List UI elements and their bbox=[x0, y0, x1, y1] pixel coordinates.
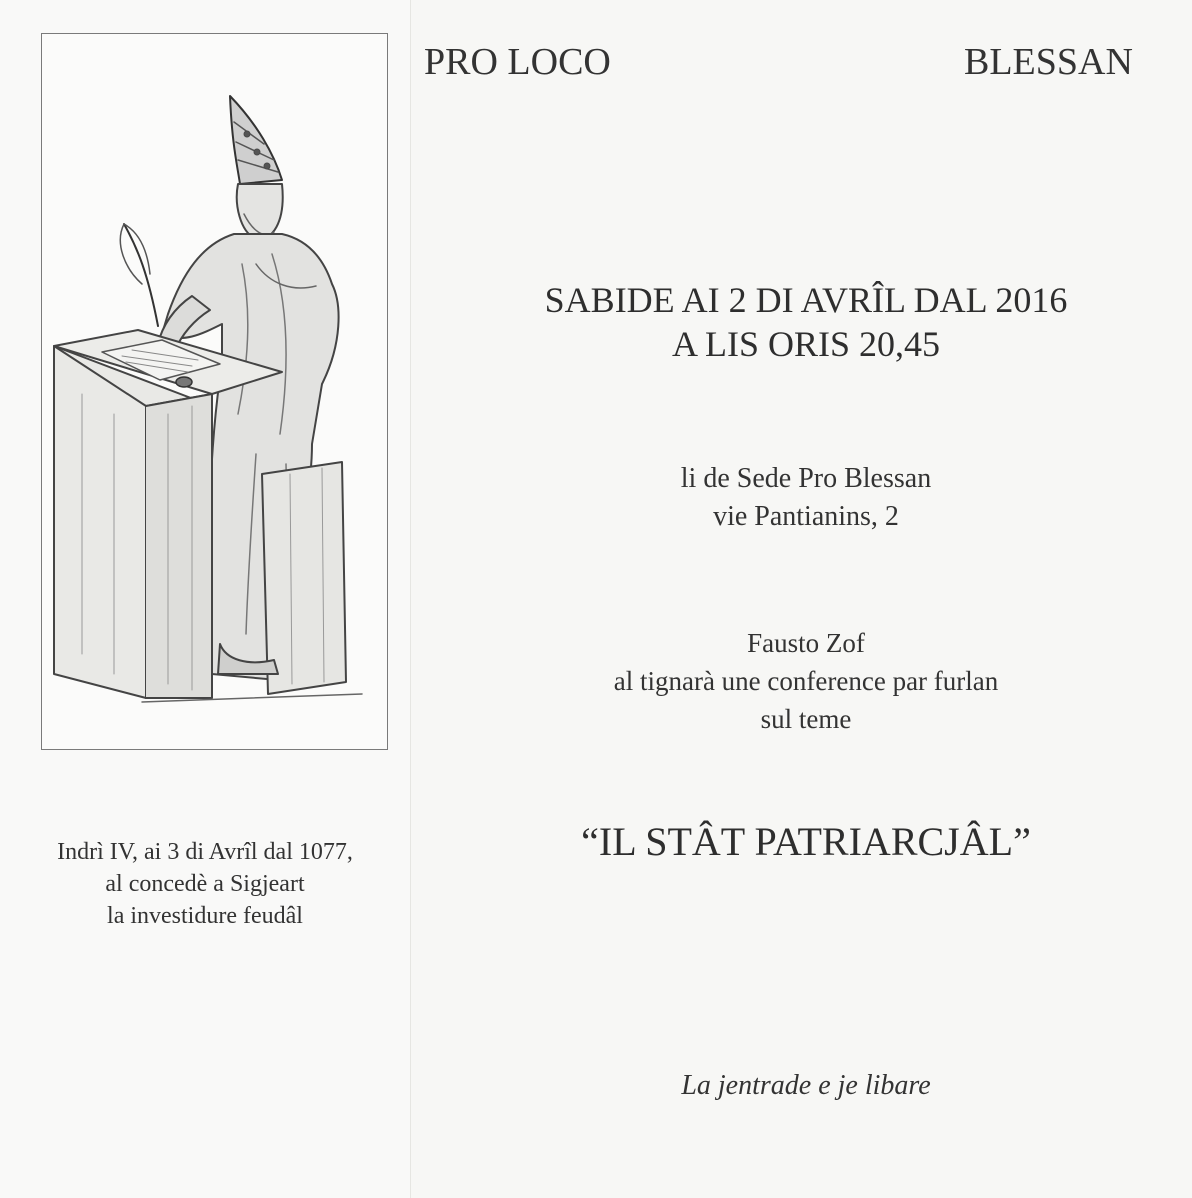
event-date: SABIDE AI 2 DI AVRÎL DAL 2016 bbox=[544, 280, 1068, 320]
caption-line-1: Indrì IV, ai 3 di Avrîl dal 1077, bbox=[57, 839, 353, 865]
illustration-frame bbox=[41, 33, 388, 750]
caption-line-3: la investidure feudâl bbox=[107, 903, 303, 929]
quill-icon bbox=[124, 224, 158, 326]
organization-left: PRO LOCO bbox=[424, 41, 611, 83]
event-datetime bbox=[420, 278, 1192, 366]
organization-right: BLESSAN bbox=[964, 41, 1133, 83]
entry-note-text: La jentrade e je libare bbox=[681, 1070, 931, 1101]
talk-title bbox=[420, 818, 1192, 866]
fold-line bbox=[410, 0, 411, 1198]
head-shape bbox=[237, 184, 283, 239]
speaker-description: al tignarà une conference par furlan bbox=[613, 666, 999, 696]
speaker-topic-intro: sul teme bbox=[760, 704, 852, 734]
caption-line-2: al concedè a Sigjeart bbox=[105, 871, 305, 897]
patriarch-writing-illustration bbox=[42, 34, 386, 748]
inkwell-icon bbox=[176, 377, 192, 387]
illustration-caption bbox=[0, 836, 410, 932]
venue-info bbox=[420, 460, 1192, 536]
venue-line-2: vie Pantianins, 2 bbox=[713, 501, 899, 532]
speaker-info bbox=[420, 624, 1192, 738]
talk-title-text: “IL STÂT PATRIARCJÂL” bbox=[581, 819, 1031, 864]
event-time: A LIS ORIS 20,45 bbox=[671, 324, 941, 364]
entry-note bbox=[420, 1070, 1192, 1102]
venue-line-1: li de Sede Pro Blessan bbox=[680, 463, 932, 494]
speaker-name: Fausto Zof bbox=[747, 628, 865, 658]
